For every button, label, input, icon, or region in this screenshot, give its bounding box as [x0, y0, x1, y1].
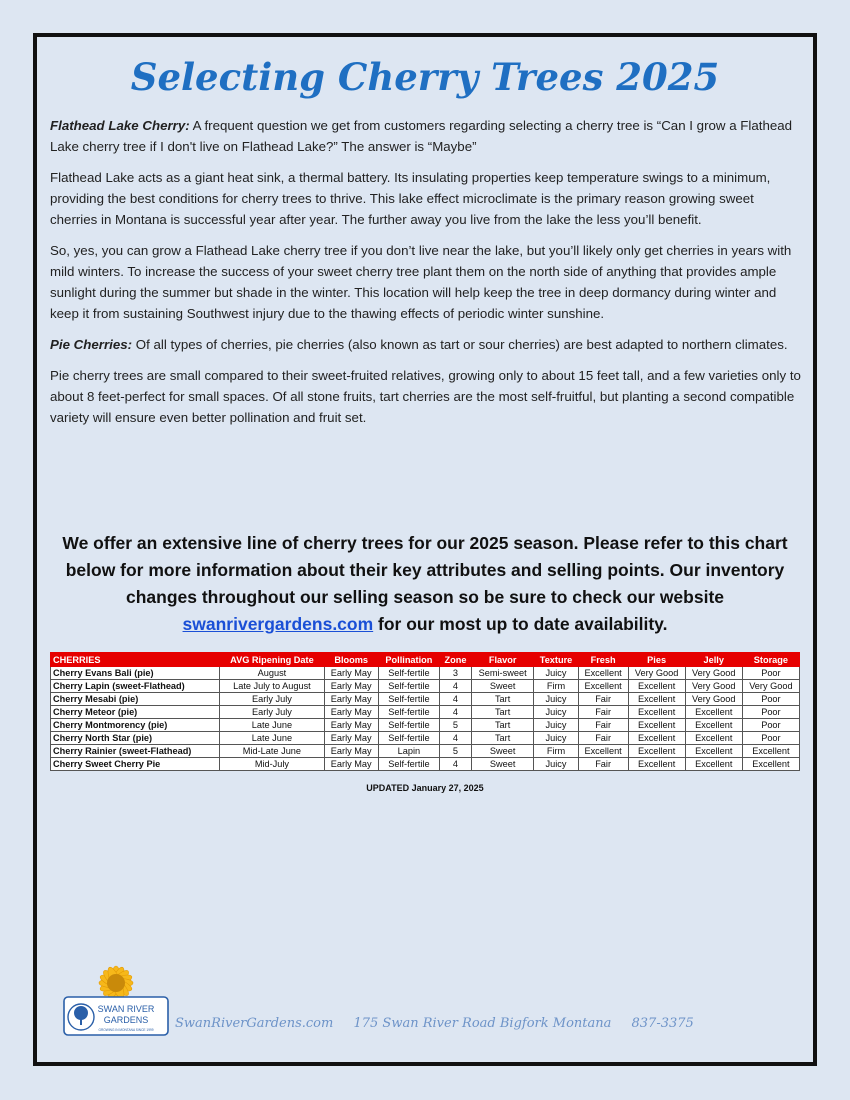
table-cell: Fair	[578, 758, 628, 771]
logo-line2: GARDENS	[103, 1015, 149, 1025]
pie-intro: Of all types of cherries, pie cherries (also known as tart or sour cherries) are best adapted to northern climates.	[132, 337, 788, 352]
table-cell: Self-fertile	[378, 706, 439, 719]
table-cell: Poor	[742, 732, 799, 745]
footer-address: 175 Swan River Road Bigfork Montana	[353, 1016, 612, 1031]
variety-name-cell: Cherry Sweet Cherry Pie	[51, 758, 220, 771]
table-cell: Poor	[742, 667, 799, 680]
table-cell: Fair	[578, 719, 628, 732]
table-cell: Tart	[471, 693, 534, 706]
table-cell: 4	[440, 732, 472, 745]
footer-website[interactable]: SwanRiverGardens.com	[175, 1016, 334, 1031]
cherry-chart	[50, 652, 800, 771]
table-cell: Early May	[324, 719, 378, 732]
variety-name-cell: Cherry North Star (pie)	[51, 732, 220, 745]
table-cell: Very Good	[628, 667, 685, 680]
table-cell: Sweet	[471, 758, 534, 771]
table-cell: Early July	[220, 706, 324, 719]
table-cell: Fair	[578, 693, 628, 706]
chart-body	[51, 667, 800, 771]
table-row	[51, 680, 800, 693]
table-cell: Poor	[742, 706, 799, 719]
table-cell: Juicy	[534, 758, 578, 771]
logo-tagline: GROWING IN MONTANA SINCE 1999	[98, 1028, 154, 1032]
chart-header-cell: Pollination	[378, 653, 439, 667]
table-row	[51, 706, 800, 719]
table-cell: Self-fertile	[378, 680, 439, 693]
footer	[175, 1016, 710, 1031]
table-cell: Fair	[578, 732, 628, 745]
table-cell: Mid-July	[220, 758, 324, 771]
chart-header-cell: Fresh	[578, 653, 628, 667]
table-cell: Juicy	[534, 667, 578, 680]
chart-header-cell: Flavor	[471, 653, 534, 667]
table-row	[51, 732, 800, 745]
table-row	[51, 758, 800, 771]
table-cell: Excellent	[628, 719, 685, 732]
table-cell: Excellent	[685, 758, 742, 771]
flathead-intro: A frequent question we get from customers regarding selecting a cherry tree is “Can I grow a Flathead Lake cherry tree if I don't live on Flathead Lake?” The answer is “Maybe”	[50, 118, 793, 154]
table-cell: Excellent	[578, 680, 628, 693]
table-cell: 5	[440, 745, 472, 758]
variety-name-cell: Cherry Lapin (sweet-Flathead)	[51, 680, 220, 693]
table-row	[51, 745, 800, 758]
table-row	[51, 693, 800, 706]
table-cell: Excellent	[628, 745, 685, 758]
variety-name-cell: Cherry Rainier (sweet-Flathead)	[51, 745, 220, 758]
table-cell: Poor	[742, 719, 799, 732]
table-cell: Tart	[471, 732, 534, 745]
table-cell: Juicy	[534, 732, 578, 745]
table-cell: Very Good	[685, 680, 742, 693]
table-cell: Sweet	[471, 680, 534, 693]
table-cell: Semi-sweet	[471, 667, 534, 680]
offer-statement	[55, 530, 795, 638]
table-cell: Excellent	[628, 680, 685, 693]
table-cell: Very Good	[685, 667, 742, 680]
variety-name-cell: Cherry Mesabi (pie)	[51, 693, 220, 706]
chart-header-cell: CHERRIES	[51, 653, 220, 667]
table-cell: Very Good	[685, 693, 742, 706]
table-cell: Early May	[324, 667, 378, 680]
table-cell: Excellent	[742, 745, 799, 758]
updated-note: UPDATED January 27, 2025	[366, 783, 484, 793]
table-cell: Excellent	[628, 693, 685, 706]
table-cell: Firm	[534, 745, 578, 758]
table-cell: Very Good	[742, 680, 799, 693]
table-cell: Poor	[742, 693, 799, 706]
pie-paragraph	[50, 334, 802, 355]
page-title: Selecting Cherry Trees 2025	[130, 55, 720, 99]
table-cell: Early May	[324, 745, 378, 758]
website-link[interactable]: swanrivergardens.com	[182, 614, 374, 634]
grow-advice-paragraph: So, yes, you can grow a Flathead Lake cherry tree if you don’t live near the lake, but you’ll likely only get cherries in years with mild winters. To increase the success of your sweet cherry tree plant them on the north side of anything that provides ample sunlight during the summer but shade in the winter. This location will help keep the tree in deep dormancy during winter and keep it from sustaining Southwest injury due to the thawing effects of periodic winter sunshine.	[50, 243, 792, 321]
chart-header-cell: Zone	[440, 653, 472, 667]
table-cell: August	[220, 667, 324, 680]
table-cell: 4	[440, 693, 472, 706]
table-cell: Early May	[324, 693, 378, 706]
table-cell: 3	[440, 667, 472, 680]
pie-heading: Pie Cherries:	[50, 337, 133, 352]
chart-header-cell: AVG Ripening Date	[220, 653, 324, 667]
table-cell: Late July to August	[220, 680, 324, 693]
variety-name-cell: Cherry Meteor (pie)	[51, 706, 220, 719]
table-row	[51, 667, 800, 680]
table-cell: Tart	[471, 706, 534, 719]
chart-header-cell: Jelly	[685, 653, 742, 667]
table-cell: Self-fertile	[378, 758, 439, 771]
table-cell: 4	[440, 680, 472, 693]
table-cell: Excellent	[628, 732, 685, 745]
flathead-paragraph	[50, 115, 802, 157]
table-cell: Tart	[471, 719, 534, 732]
offer-text: We offer an extensive line of cherry trees for our 2025 season. Please refer to this chart below for more information about their key attributes and selling points. Our inventory changes throughout our selling season so be sure to check our website	[62, 533, 788, 607]
table-cell: Early May	[324, 680, 378, 693]
chart-header-cell: Texture	[534, 653, 578, 667]
table-cell: Fair	[578, 706, 628, 719]
table-cell: 5	[440, 719, 472, 732]
table-cell: Excellent	[685, 732, 742, 745]
table-cell: Sweet	[471, 745, 534, 758]
table-cell: Mid-Late June	[220, 745, 324, 758]
sunflower-icon	[98, 965, 133, 1000]
swan-river-gardens-logo	[62, 955, 170, 1037]
table-cell: Excellent	[685, 706, 742, 719]
table-cell: Self-fertile	[378, 693, 439, 706]
tree-icon	[68, 1004, 94, 1030]
footer-phone: 837-3375	[631, 1016, 694, 1031]
variety-name-cell: Cherry Evans Bali (pie)	[51, 667, 220, 680]
heat-sink-paragraph: Flathead Lake acts as a giant heat sink, a thermal battery. Its insulating properties keep temperature swings to a minimum, providing the best conditions for cherry trees to thrive. This lake effect microclimate is the primary reason growing sweet cherries in Montana is successful year after year. The further away you live from the lake the less you’ll benefit.	[50, 170, 771, 227]
table-cell: Juicy	[534, 706, 578, 719]
table-cell: Early May	[324, 706, 378, 719]
table-cell: Excellent	[685, 745, 742, 758]
table-cell: Self-fertile	[378, 719, 439, 732]
table-cell: Late June	[220, 732, 324, 745]
table-cell: Early May	[324, 732, 378, 745]
table-cell: Firm	[534, 680, 578, 693]
table-cell: Excellent	[685, 719, 742, 732]
table-cell: Excellent	[628, 706, 685, 719]
table-cell: 4	[440, 706, 472, 719]
table-row	[51, 719, 800, 732]
pie-details-paragraph: Pie cherry trees are small compared to their sweet-fruited relatives, growing only to about 15 feet tall, and a few varieties only to about 8 feet-perfect for small spaces. Of all stone fruits, tart cherries are the most self-fruitful, but planting a second compatible variety will ensure even better pollination and fruit set.	[50, 368, 801, 425]
article-body	[50, 115, 802, 438]
table-cell: Juicy	[534, 693, 578, 706]
chart-header-cell: Storage	[742, 653, 799, 667]
table-cell: Self-fertile	[378, 667, 439, 680]
logo-line1: SWAN RIVER	[97, 1004, 155, 1014]
chart-header-cell: Blooms	[324, 653, 378, 667]
table-cell: Excellent	[578, 667, 628, 680]
table-cell: Early July	[220, 693, 324, 706]
flathead-heading: Flathead Lake Cherry:	[50, 118, 190, 133]
table-cell: 4	[440, 758, 472, 771]
chart-header-row	[51, 653, 800, 667]
table-cell: Late June	[220, 719, 324, 732]
chart-header-cell: Pies	[628, 653, 685, 667]
table-cell: Lapin	[378, 745, 439, 758]
offer-text-end: for our most up to date availability.	[373, 614, 668, 634]
table-cell: Self-fertile	[378, 732, 439, 745]
table-cell: Excellent	[628, 758, 685, 771]
table-cell: Excellent	[742, 758, 799, 771]
table-cell: Excellent	[578, 745, 628, 758]
variety-name-cell: Cherry Montmorency (pie)	[51, 719, 220, 732]
table-cell: Early May	[324, 758, 378, 771]
table-cell: Juicy	[534, 719, 578, 732]
